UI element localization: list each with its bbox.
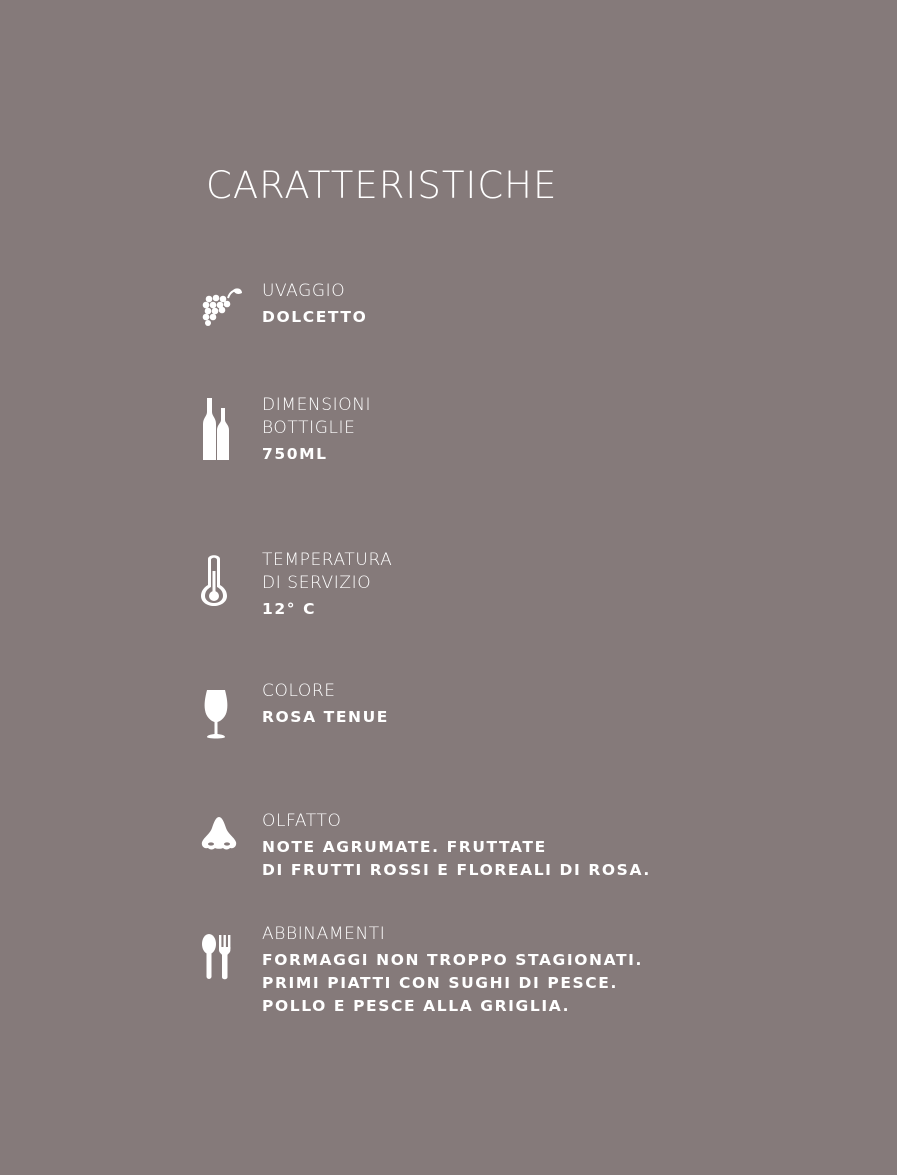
feature-value: 12° C (262, 600, 317, 618)
feature-label: OLFATTO (262, 811, 342, 831)
feature-label: COLORE (262, 681, 336, 701)
grapes-icon (200, 286, 240, 328)
feature-value: DOLCETTO (262, 308, 368, 326)
feature-value: 750ML (262, 445, 328, 463)
feature-label: ABBINAMENTI (262, 924, 386, 944)
feature-value: FORMAGGI NON TROPPO STAGIONATI. PRIMI PIATTI CON SUGHI DI PESCE. POLLO E PESCE ALLA GRIGLIA. (262, 951, 644, 1015)
feature-label: DIMENSIONI BOTTIGLIE (262, 395, 372, 438)
feature-value: NOTE AGRUMATE. FRUTTATE DI FRUTTI ROSSI E FLOREALI DI ROSA. (262, 838, 651, 879)
cutlery-icon (200, 933, 240, 981)
feature-value: ROSA TENUE (262, 708, 389, 726)
page-title: CARATTERISTICHE (206, 164, 558, 207)
wine-glass-icon (200, 688, 240, 740)
feature-label: UVAGGIO (262, 281, 346, 301)
thermometer-icon (200, 553, 240, 607)
nose-icon (200, 816, 240, 852)
bottles-icon (200, 398, 240, 462)
feature-label: TEMPERATURA DI SERVIZIO (262, 550, 393, 593)
